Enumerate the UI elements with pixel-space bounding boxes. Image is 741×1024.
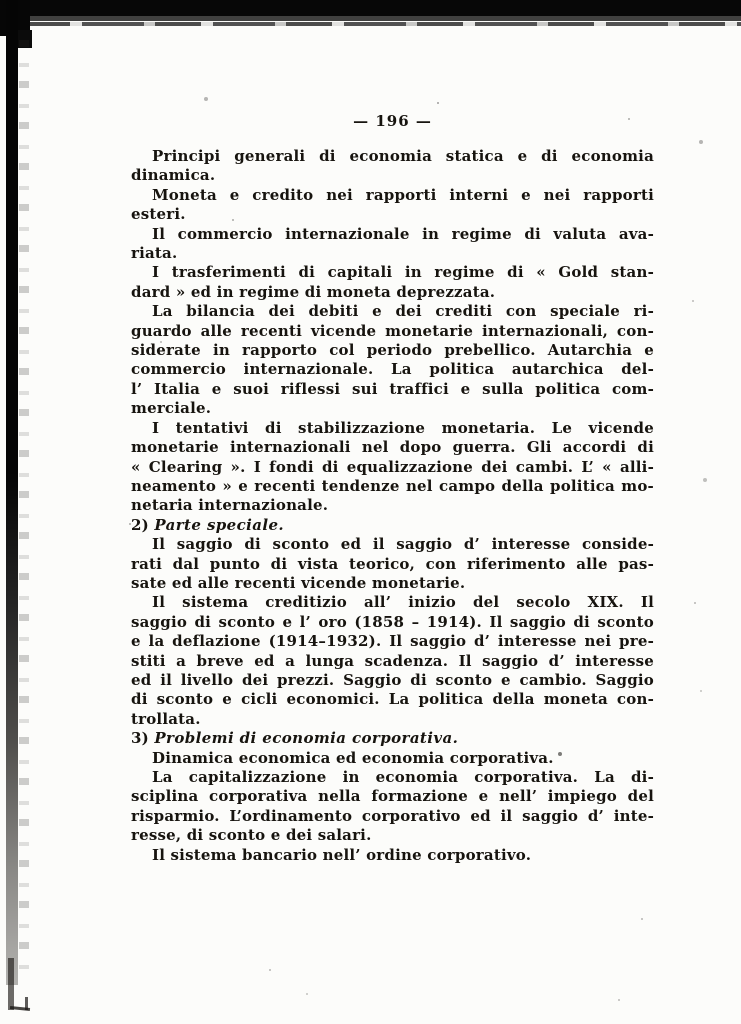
text-line: dinamica. — [131, 166, 216, 185]
text-line: « Clearing ». I fondi di equalizzazione dei cambi. L’ « alli- — [131, 457, 654, 476]
text-line: I trasferimenti di capitali in regime di « Gold stan- — [152, 263, 654, 282]
scan-artifact-top-streak — [24, 22, 741, 26]
text-line: Il sistema creditizio all’ inizio del secolo XIX. Il — [152, 593, 654, 612]
text-line: commercio internazionale. La politica autarchica del- — [131, 360, 654, 379]
page-number: — 196 — — [353, 112, 432, 130]
section-heading — [131, 729, 654, 748]
text-line: sciplina corporativa nella formazione e nell’ impiego del — [131, 787, 654, 806]
paragraph — [131, 302, 654, 418]
text-line: Il saggio di sconto ed il saggio d’ interesse conside- — [152, 535, 654, 554]
text-line: netaria internazionale. — [131, 496, 329, 515]
paragraph — [131, 593, 654, 729]
paragraph — [131, 749, 654, 768]
scan-artifact-bottom-hook-vertical — [8, 958, 14, 1010]
text-line: riata. — [131, 244, 178, 263]
scan-artifact-left-fuzz — [19, 40, 29, 970]
text-line: ed il livello dei prezzi. Saggio di sconto e cambio. Saggio — [131, 670, 654, 689]
text-line: La capitalizzazione in economia corporativa. La di- — [152, 768, 654, 786]
heading-number: 2) — [131, 515, 155, 534]
text-line: La bilancia dei debiti e dei crediti con speciale ri- — [152, 302, 654, 321]
text-line: di sconto e cicli economici. La politica della moneta con- — [131, 690, 654, 709]
text-line: merciale. — [131, 399, 212, 418]
section-heading — [131, 516, 654, 535]
scan-artifact-left-band — [6, 0, 18, 985]
text-line: stiti a breve ed a lunga scadenza. Il saggio d’ interesse — [131, 651, 654, 670]
text-line: trollata. — [131, 709, 201, 728]
text-line: Principi generali di economia statica e di economia — [152, 147, 654, 165]
paragraph — [131, 186, 654, 225]
text-line: e la deflazione (1914–1932). Il saggio d’ interesse nei pre- — [131, 632, 654, 651]
text-line: guardo alle recenti vicende monetarie internazionali, con- — [131, 321, 654, 340]
text-line: I tentativi di stabilizzazione monetaria. Le vicende — [152, 418, 654, 437]
paragraph — [131, 535, 654, 593]
heading-text: Problemi di economia corporativa. — [154, 729, 459, 748]
heading-number: 3) — [131, 729, 155, 748]
text-line: sate ed alle recenti vicende monetarie. — [131, 573, 466, 592]
scan-artifact-top-band — [0, 0, 741, 16]
paragraph — [131, 419, 654, 516]
text-line: resse, di sconto e dei salari. — [131, 826, 372, 845]
paragraph — [131, 225, 654, 264]
page-text — [131, 147, 654, 865]
heading-text: Parte speciale. — [154, 515, 285, 534]
text-line: siderate in rapporto col periodo prebellico. Autarchia e — [131, 341, 654, 360]
text-line: l’ Italia e suoi riflessi sui traffici e sulla politica com- — [131, 379, 654, 398]
text-line: Il commercio internazionale in regime di valuta ava- — [152, 224, 654, 243]
scan-artifact-top-band-2 — [0, 16, 741, 21]
text-line: Moneta e credito nei rapporti interni e nei rapporti — [152, 185, 654, 204]
text-line: saggio di sconto e l’ oro (1858 – 1914). Il saggio di sconto — [131, 612, 654, 631]
text-line: neamento » e recenti tendenze nel campo della politica mo- — [131, 476, 654, 495]
text-line: rati dal punto di vista teorico, con riferimento alle pas- — [131, 554, 654, 573]
scan-specks — [0, 0, 2, 2]
text-line: Il sistema bancario nell’ ordine corporativo. — [152, 845, 532, 864]
scan-artifact-bottom-hook-tip — [25, 997, 28, 1010]
text-line: Dinamica economica ed economia corporativa. — [152, 748, 554, 767]
paragraph — [131, 768, 654, 846]
text-line: dard » ed in regime di moneta deprezzata. — [131, 282, 496, 301]
paragraph — [131, 147, 654, 186]
text-line: risparmio. L’ordinamento corporativo ed il saggio d’ inte- — [131, 806, 654, 825]
paragraph — [131, 263, 654, 302]
text-line: esteri. — [131, 205, 186, 224]
paragraph — [131, 846, 654, 865]
text-line: monetarie internazionali nel dopo guerra. Gli accordi di — [131, 438, 654, 457]
